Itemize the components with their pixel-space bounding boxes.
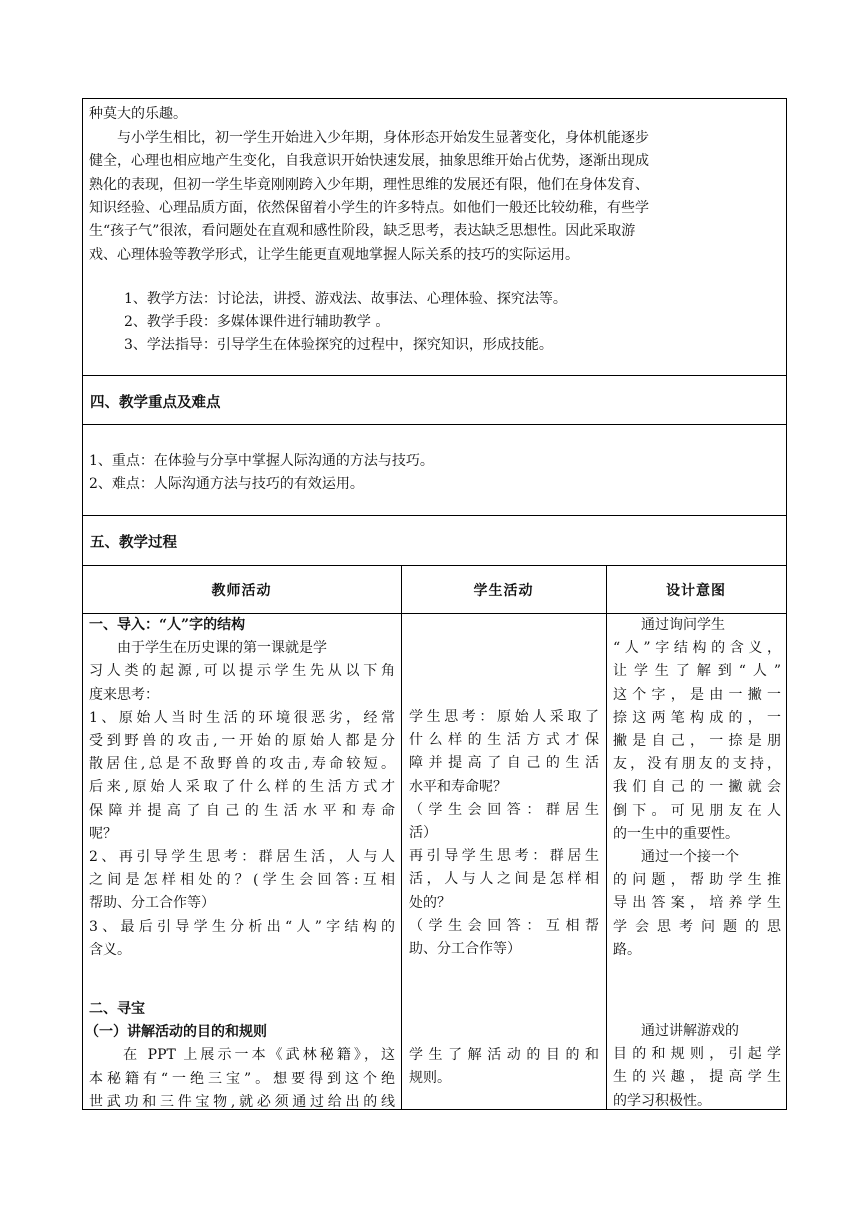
teacher-line: 习人类的起源,可以提示学生先从以下角 bbox=[89, 663, 395, 680]
design-line: 通过讲解游戏的 bbox=[613, 1023, 739, 1039]
rule-sec4-bottom bbox=[82, 424, 787, 425]
section-title-key-points: 四、教学重点及难点 bbox=[90, 394, 221, 411]
student-line: （学生会回答：群居生 bbox=[409, 801, 599, 818]
key-point-item: 1、重点：在体验与分享中掌握人际沟通的方法与技巧。 bbox=[89, 453, 434, 469]
design-line: 导出答案，培养学生 bbox=[613, 895, 781, 912]
teacher-line: 2、再引导学生思考：群居生活，人与人 bbox=[89, 849, 395, 866]
part2-subtitle: （一）讲解活动的目的和规则 bbox=[85, 1024, 267, 1041]
design-line: 学会思考问题的思 bbox=[613, 918, 781, 935]
column-header-design: 设计意图 bbox=[666, 583, 726, 599]
teacher-line: 散居住,总是不敌野兽的攻击,寿命较短。 bbox=[89, 756, 395, 773]
intro-line: 与小学生相比，初一学生开始进入少年期，身体形态开始发生显著变化，身体机能逐步 bbox=[89, 130, 649, 146]
design-line: 撇是自己，一捺是朋 bbox=[613, 733, 781, 750]
rule-header-top bbox=[82, 565, 787, 566]
column-header-student: 学生活动 bbox=[473, 583, 534, 599]
intro-line: 知识经验、心理品质方面，依然保留着小学生的许多特点。如他们一般还比较幼稚，有些学 bbox=[89, 200, 649, 216]
part2-title: 二、寻宝 bbox=[89, 1001, 145, 1017]
rule-col1 bbox=[401, 565, 402, 1110]
teacher-line: 后来,原始人采取了什么样的生活方式才 bbox=[89, 779, 395, 796]
teacher-line: 之间是怎样相处的？(学生会回答:互相 bbox=[89, 872, 395, 889]
student-line: 学生了解活动的目的和 bbox=[409, 1047, 599, 1063]
student-line: 处的？ bbox=[409, 894, 451, 911]
student-line: （学生会回答：互相帮 bbox=[409, 917, 599, 934]
design-intent-cell bbox=[613, 614, 781, 962]
student-line: 障并提高了自己的生活 bbox=[409, 755, 599, 772]
design-line: 这个字，是由一撇一 bbox=[613, 686, 781, 703]
design-line: 目的和规则，引起学 bbox=[613, 1046, 781, 1063]
column-header-teacher: 教师活动 bbox=[211, 583, 272, 599]
student-line: 活，人与人之间是怎样相 bbox=[409, 871, 599, 888]
teacher-line: 1、原始人当时生活的环境很恶劣，经常 bbox=[89, 709, 395, 726]
teacher-line: 3、最后引导学生分析出“人”字结构的 bbox=[89, 918, 395, 935]
student-line: 助、分工合作等） bbox=[409, 941, 521, 958]
teacher-line: 由于学生在历史课的第一课就是学 bbox=[89, 640, 327, 657]
design-intent-part2 bbox=[613, 1020, 781, 1113]
teacher-line: 在 PPT 上展示一本《武林秘籍》，这 bbox=[89, 1047, 395, 1064]
design-line: 生的兴趣，提高学生 bbox=[613, 1069, 781, 1086]
design-line: 通过询问学生 bbox=[613, 617, 725, 633]
part1-title: 一、导入：“人”字的结构 bbox=[89, 617, 246, 633]
student-line: 什么样的生活方式才保 bbox=[409, 732, 599, 749]
section-title-process: 五、教学过程 bbox=[90, 534, 177, 551]
intro-line: 生“孩子气”很浓，看问题处在直观和感性阶段，缺乏思考，表达缺乏思想性。因此采取游 bbox=[89, 223, 636, 239]
intro-line: 戏、心理体验等教学形式，让学生能更直观地掌握人际关系的技巧的实际运用。 bbox=[89, 247, 579, 263]
method-item: 1、教学方法：讨论法，讲授、游戏法、故事法、心理体验、探究法等。 bbox=[124, 291, 567, 307]
teacher-line: 呢？ bbox=[89, 825, 117, 842]
teacher-line: 本秘籍有“一绝三宝”。想要得到这个绝 bbox=[89, 1070, 395, 1087]
student-line: 学生思考：原始人采取了 bbox=[409, 709, 599, 725]
intro-line: 种莫大的乐趣。 bbox=[89, 106, 187, 122]
student-activity-part2 bbox=[409, 1044, 599, 1090]
teacher-activity-cell bbox=[89, 614, 395, 962]
difficulty-item: 2、难点：人际沟通方法与技巧的有效运用。 bbox=[89, 476, 364, 492]
student-line: 活） bbox=[409, 825, 437, 842]
design-line: 捺这两笔构成的，一 bbox=[613, 709, 781, 726]
intro-line: 健全，心理也相应地产生变化，自我意识开始快速发展，抽象思维开始占优势，逐渐出现成 bbox=[89, 153, 649, 169]
rule-left bbox=[82, 98, 83, 1110]
teacher-line: 帮助、分工合作等） bbox=[89, 895, 215, 912]
rule-col2 bbox=[606, 565, 607, 1110]
design-line: 倒下。可见朋友在人 bbox=[613, 802, 781, 819]
student-activity-cell bbox=[409, 706, 599, 961]
student-line: 再引导学生思考：群居生 bbox=[409, 848, 599, 865]
rule-right bbox=[786, 98, 787, 1110]
rule-sec4-top bbox=[82, 375, 787, 376]
teacher-line: 度来思考： bbox=[89, 686, 159, 703]
design-line: 的问题，帮助学生推 bbox=[613, 872, 781, 889]
teacher-line: 保障并提高了自己的生活水平和寿命 bbox=[89, 802, 395, 819]
rule-sec5-top bbox=[82, 515, 787, 516]
student-line: 规则。 bbox=[409, 1070, 451, 1087]
teacher-activity-part2 bbox=[85, 998, 395, 1114]
teacher-line: 含义。 bbox=[89, 941, 131, 958]
teacher-line: 受到野兽的攻击,一开始的原始人都是分 bbox=[89, 733, 395, 750]
design-line: “人”字结构的含义， bbox=[613, 640, 781, 657]
design-line: 让学生了解到“人” bbox=[613, 663, 781, 680]
design-line: 路。 bbox=[613, 941, 641, 958]
rule-top bbox=[82, 98, 787, 99]
intro-line: 熟化的表现，但初一学生毕竟刚刚跨入少年期，理性思维的发展还有限，他们在身体发育、 bbox=[89, 177, 649, 193]
design-line: 通过一个接一个 bbox=[613, 849, 739, 866]
student-line: 水平和寿命呢？ bbox=[409, 778, 507, 795]
design-line: 我们自己的一撇就会 bbox=[613, 779, 781, 796]
method-item: 3、学法指导：引导学生在体验探究的过程中，探究知识，形成技能。 bbox=[124, 337, 553, 353]
teacher-line: 世武功和三件宝物,就必须通过给出的线 bbox=[89, 1093, 395, 1110]
method-item: 2、教学手段：多媒体课件进行辅助教学 。 bbox=[124, 314, 390, 330]
design-line: 友，没有朋友的支持， bbox=[613, 756, 781, 773]
design-line: 的一生中的重要性。 bbox=[613, 825, 739, 842]
design-line: 的学习积极性。 bbox=[613, 1092, 711, 1109]
